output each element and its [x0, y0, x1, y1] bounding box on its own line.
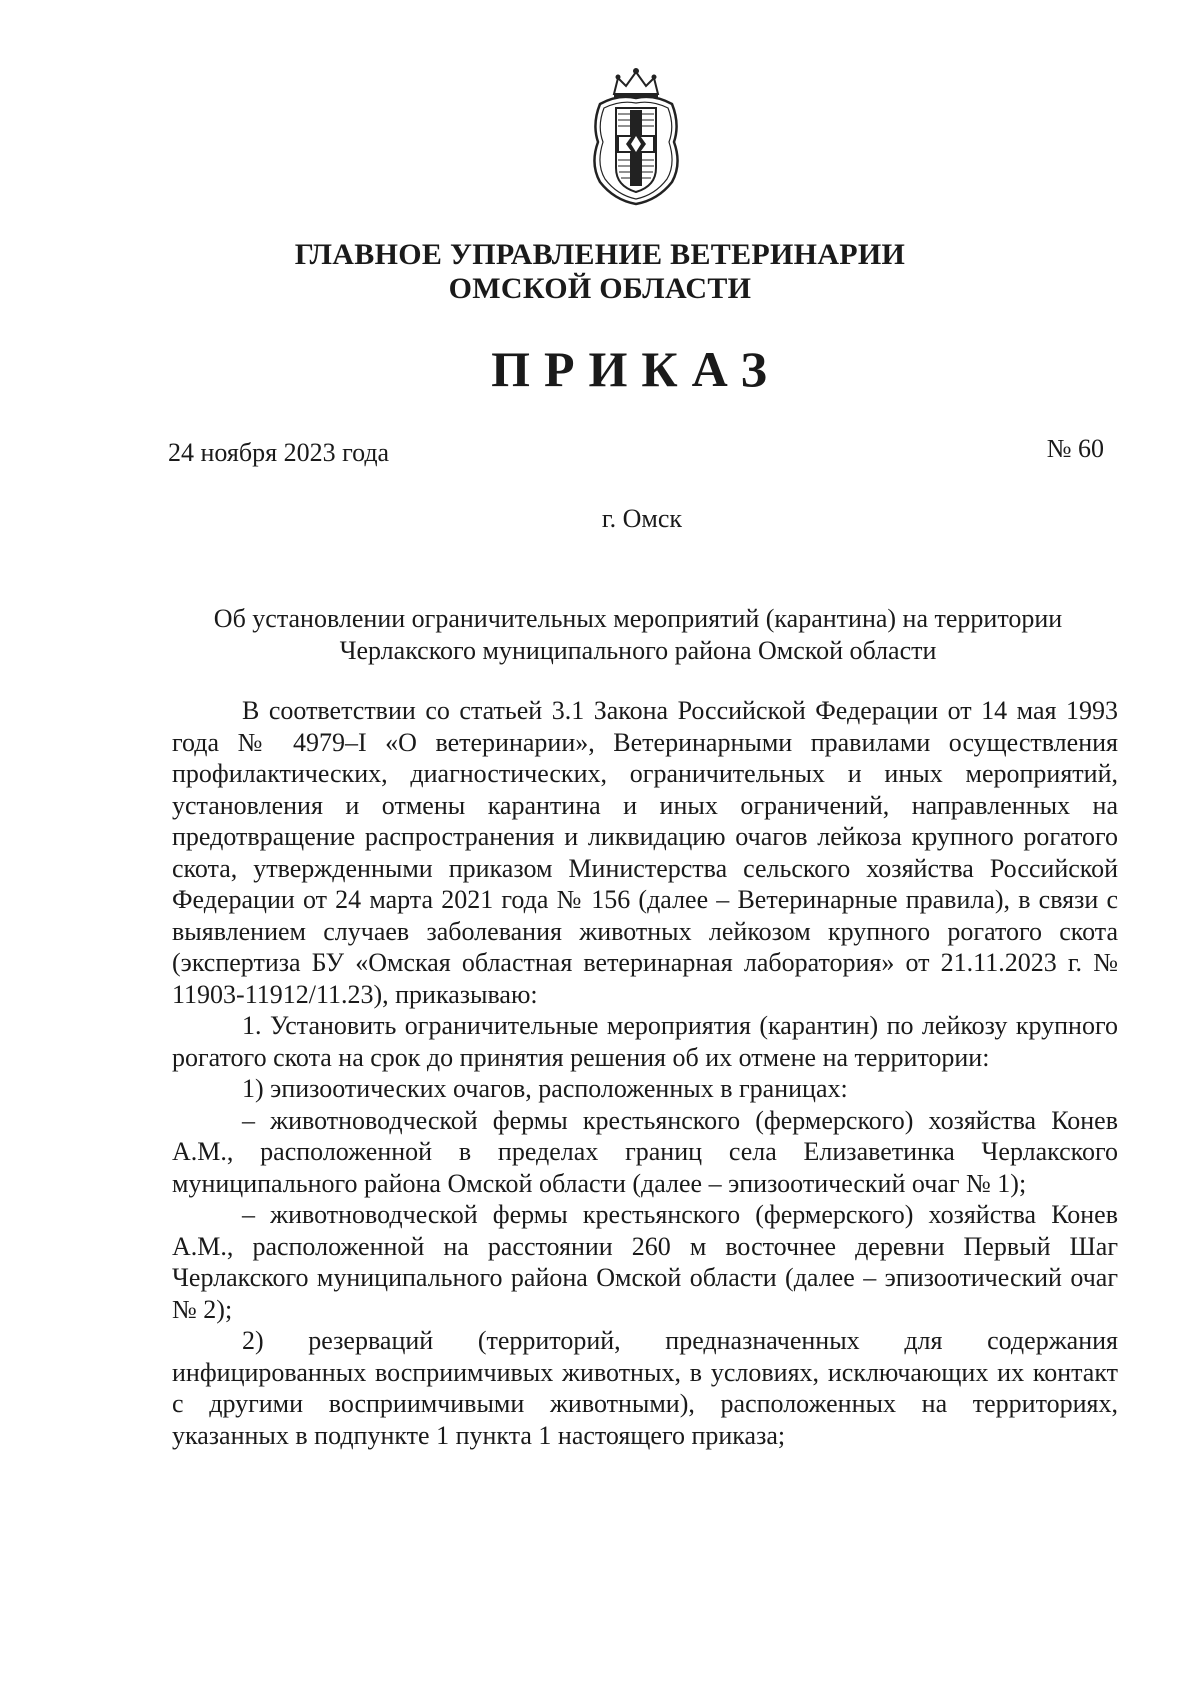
body-paragraph-subitem1: 1) эпизоотических очагов, расположенных в границах:	[242, 1074, 848, 1103]
body-paragraph-focus1: – животноводческой фермы крестьянского (фермерского) хозяйства Конев А.М., расположенной в пределах границ села Елизаветинка Черлакского муниципального района Омской области (далее – эпизоотический очаг № 1);	[172, 1105, 1118, 1198]
subject-line2: Черлакского муниципального района Омской области	[339, 636, 937, 665]
document-number: № 60	[1046, 434, 1104, 463]
document-date: 24 ноября 2023 года	[168, 438, 390, 467]
document-city: г. Омск	[601, 504, 683, 533]
organization-name-line2: ОМСКОЙ ОБЛАСТИ	[448, 272, 752, 305]
coat-of-arms-icon	[584, 64, 688, 208]
body-paragraph-preamble: В соответствии со статьей 3.1 Закона Российской Федерации от 14 мая 1993 года № 4979–I «О ветеринарии», Ветеринарными правилами осуществления профилактических, диагностических, ограничительных и иных мероприятий, установления и отмены карантина и иных ограничений, направленных на предотвращение распространения и ликвидацию очагов лейкоза крупного рогатого скота, утвержденными приказом Министерства сельского хозяйства Российской Федерации от 24 марта 2021 года № 156 (далее – Ветеринарные правила), в связи с выявлением случаев заболевания животных лейкозом крупного рогатого скота (экспертиза БУ «Омская областная ветеринарная лаборатория» от 21.11.2023 г. № 11903-11912/11.23), приказываю:	[172, 696, 1118, 1009]
organization-name-line1: ГЛАВНОЕ УПРАВЛЕНИЕ ВЕТЕРИНАРИИ	[294, 238, 906, 271]
document-type-title: ПРИКАЗ	[491, 341, 781, 397]
body-paragraph-subitem2: 2) резерваций (территорий, предназначенных для содержания инфицированных восприимчивых животных, в условиях, исключающих их контакт с другими восприимчивыми животными), расположенных на территориях, указанных в подпункте 1 пункта 1 настоящего приказа;	[172, 1326, 1118, 1450]
body-paragraph-item1: 1. Установить ограничительные мероприятия (карантин) по лейкозу крупного рогатого скота на срок до принятия решения об их отмене на территории:	[172, 1011, 1118, 1072]
subject-line1: Об установлении ограничительных мероприятий (карантина) на территории	[213, 604, 1063, 633]
body-paragraph-focus2: – животноводческой фермы крестьянского (фермерского) хозяйства Конев А.М., расположенной на расстоянии 260 м восточнее деревни Первый Шаг Черлакского муниципального района Омской области (далее – эпизоотический очаг № 2);	[172, 1200, 1118, 1324]
document-subject	[168, 603, 1108, 667]
document-body	[172, 695, 1118, 1451]
